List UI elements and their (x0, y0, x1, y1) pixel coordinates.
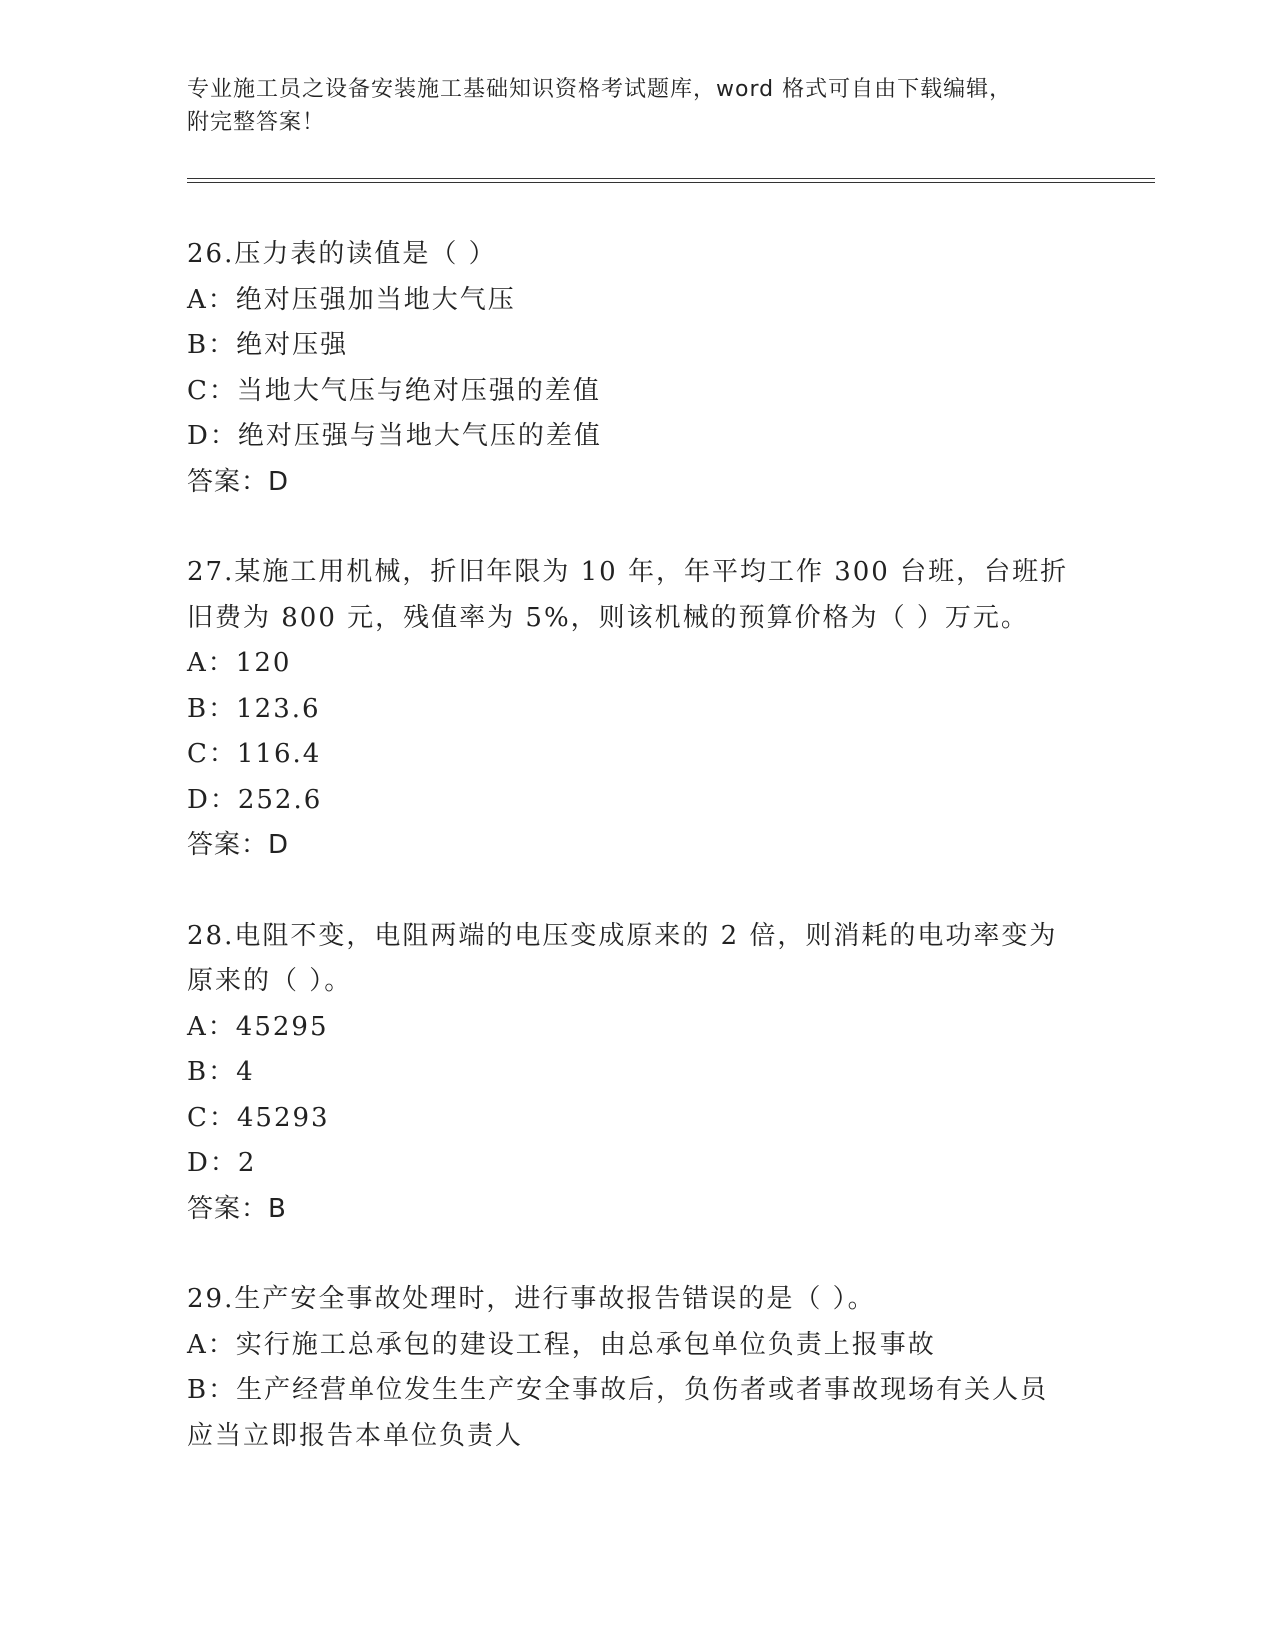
option-b: B：绝对压强 (187, 330, 349, 360)
question-stem-continued: 旧费为 800 元，残值率为 5%，则该机械的预算价格为（ ）万元。 (187, 602, 1029, 633)
page-header (187, 73, 1087, 139)
option-b: B：4 (187, 1057, 255, 1087)
header-divider (187, 178, 1155, 183)
question-27 (187, 550, 1087, 869)
header-line-1: 专业施工员之设备安装施工基础知识资格考试题库，word 格式可自由下载编辑， (187, 77, 1013, 102)
question-28 (187, 914, 1087, 1233)
answer-line: 答案：D (187, 830, 290, 860)
option-b: B：生产经营单位发生生产安全事故后，负伤者或者事故现场有关人员 (187, 1375, 1049, 1405)
option-a: A：45295 (187, 1011, 329, 1042)
option-a: A：实行施工总承包的建设工程，由总承包单位负责上报事故 (187, 1329, 936, 1360)
answer-line: 答案：B (187, 1193, 287, 1224)
question-stem: 27.某施工用机械，折旧年限为 10 年，年平均工作 300 台班，台班折 (187, 557, 1069, 587)
question-stem: 28.电阻不变，电阻两端的电压变成原来的 2 倍，则消耗的电功率变为 (187, 920, 1058, 951)
question-29 (187, 1277, 1087, 1459)
option-d: D：2 (187, 1148, 257, 1178)
option-d: D：252.6 (187, 784, 323, 815)
option-b: B：123.6 (187, 693, 321, 724)
option-a: A：绝对压强加当地大气压 (187, 284, 516, 315)
question-26 (187, 232, 1087, 505)
option-b-continued: 应当立即报告本单位负责人 (187, 1420, 524, 1451)
answer-line: 答案：D (187, 466, 290, 497)
option-a: A：120 (187, 648, 292, 678)
option-d: D：绝对压强与当地大气压的差值 (187, 421, 602, 451)
question-stem-continued: 原来的（ ）。 (187, 966, 353, 996)
question-stem: 29.生产安全事故处理时，进行事故报告错误的是（ ）。 (187, 1284, 876, 1314)
header-line-2: 附完整答案！ (187, 110, 326, 135)
option-c: C：45293 (187, 1102, 330, 1133)
question-stem: 26.压力表的读值是（ ） (187, 239, 497, 269)
option-c: C：116.4 (187, 739, 322, 769)
question-list (187, 232, 1087, 1504)
option-c: C：当地大气压与绝对压强的差值 (187, 375, 601, 406)
